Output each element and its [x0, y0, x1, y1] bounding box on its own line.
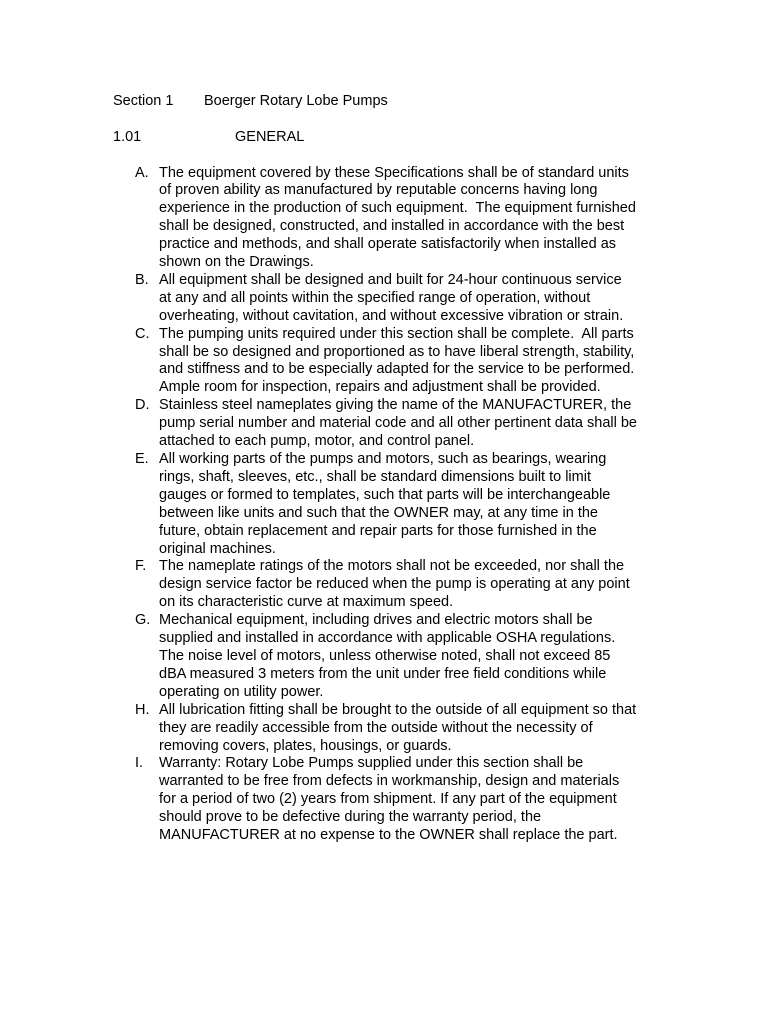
text-line: All lubrication fitting shall be brought to the outside of all equipment so that [159, 701, 637, 718]
text-line: of proven ability as manufactured by reputable concerns having long [159, 182, 598, 199]
text-line: rings, shaft, sleeves, etc., shall be standard dimensions built to limit [159, 468, 591, 485]
list-item-text [159, 165, 768, 272]
list-item [0, 702, 768, 756]
text-line: The nameplate ratings of the motors shall not be exceeded, nor shall the [159, 558, 625, 575]
subsection-number: 1.01 [113, 129, 142, 145]
text-line: Ample room for inspection, repairs and adjustment shall be provided. [159, 379, 601, 396]
text-line: shall be so designed and proportioned as to have liberal strength, stability, [159, 343, 635, 360]
text-line: shall be designed, constructed, and installed in accordance with the best [159, 218, 625, 235]
list-item-text [159, 326, 768, 398]
text-line: shown on the Drawings. [159, 254, 314, 271]
text-line: for a period of two (2) years from shipment. If any part of the equipment [159, 791, 617, 808]
text-line: warranted to be free from defects in workmanship, design and materials [159, 773, 620, 790]
text-line: they are readily accessible from the outside without the necessity of [159, 719, 593, 736]
text-line: The pumping units required under this section shall be complete. All parts [159, 325, 634, 342]
list-item [0, 397, 768, 451]
text-line: on its characteristic curve at maximum speed. [159, 594, 454, 611]
list-item-text [159, 451, 768, 558]
list-item-letter: E. [135, 451, 149, 467]
text-line: future, obtain replacement and repair parts for those furnished in the [159, 522, 597, 539]
list-item [0, 612, 768, 702]
section-title: Boerger Rotary Lobe Pumps [204, 93, 388, 109]
section-number: Section 1 [113, 93, 174, 109]
text-line: gauges or formed to templates, such that parts will be interchangeable [159, 486, 611, 503]
text-line: overheating, without cavitation, and without excessive vibration or strain. [159, 307, 624, 324]
text-line: original machines. [159, 540, 276, 557]
text-line: experience in the production of such equipment. The equipment furnished [159, 200, 636, 217]
text-line: design service factor be reduced when the pump is operating at any point [159, 576, 630, 593]
list-item-text [159, 397, 768, 451]
list-item-letter: B. [135, 271, 149, 288]
text-line: The noise level of motors, unless otherwise noted, shall not exceed 85 [159, 647, 611, 664]
text-line: The equipment covered by these Specifications shall be of standard units [159, 164, 629, 181]
text-line: operating on utility power. [159, 683, 324, 700]
list-item [0, 558, 768, 612]
text-line: pump serial number and material code and all other pertinent data shall be [159, 415, 637, 432]
list-item [0, 272, 768, 326]
list-item-text [159, 612, 768, 702]
list-item [0, 755, 768, 845]
list-item-letter: I. [135, 755, 144, 772]
text-line: MANUFACTURER at no expense to the OWNER shall replace the part. [159, 827, 618, 844]
text-line: Mechanical equipment, including drives and electric motors shall be [159, 612, 593, 629]
list-item-text [159, 702, 768, 756]
subsection-title: GENERAL [235, 129, 305, 145]
list-item-text [159, 272, 768, 326]
text-line: should prove to be defective during the warranty period, the [159, 809, 542, 826]
list-item-letter: C. [135, 325, 150, 342]
list-item-text [159, 558, 768, 612]
text-line: practice and methods, and shall operate satisfactorily when installed as [159, 236, 617, 253]
text-line: dBA measured 3 meters from the unit under free field conditions while [159, 665, 607, 682]
list-item-letter: D. [135, 397, 150, 414]
text-line: between like units and such that the OWNER may, at any time in the [159, 504, 598, 521]
list-item-letter: H. [135, 701, 150, 718]
text-line: supplied and installed in accordance with applicable OSHA regulations. [159, 630, 616, 647]
text-line: attached to each pump, motor, and control panel. [159, 433, 475, 450]
text-line: All working parts of the pumps and motors, such as bearings, wearing [159, 451, 607, 467]
list-item [0, 451, 768, 558]
list-item-text [159, 755, 768, 845]
list-item-letter: A. [135, 164, 149, 181]
list-item [0, 165, 768, 272]
text-line: Stainless steel nameplates giving the name of the MANUFACTURER, the [159, 397, 632, 414]
list-item-letter: G. [135, 612, 151, 629]
text-line: removing covers, plates, housings, or guards. [159, 737, 452, 754]
text-line: and stiffness and to be especially adapted for the service to be performed. [159, 361, 635, 378]
list-item-letter: F. [135, 558, 147, 575]
text-line: at any and all points within the specified range of operation, without [159, 289, 591, 306]
text-line: Warranty: Rotary Lobe Pumps supplied under this section shall be [159, 755, 584, 772]
list-item [0, 326, 768, 398]
specification-list [0, 165, 768, 845]
text-line: All equipment shall be designed and built for 24-hour continuous service [159, 271, 622, 288]
